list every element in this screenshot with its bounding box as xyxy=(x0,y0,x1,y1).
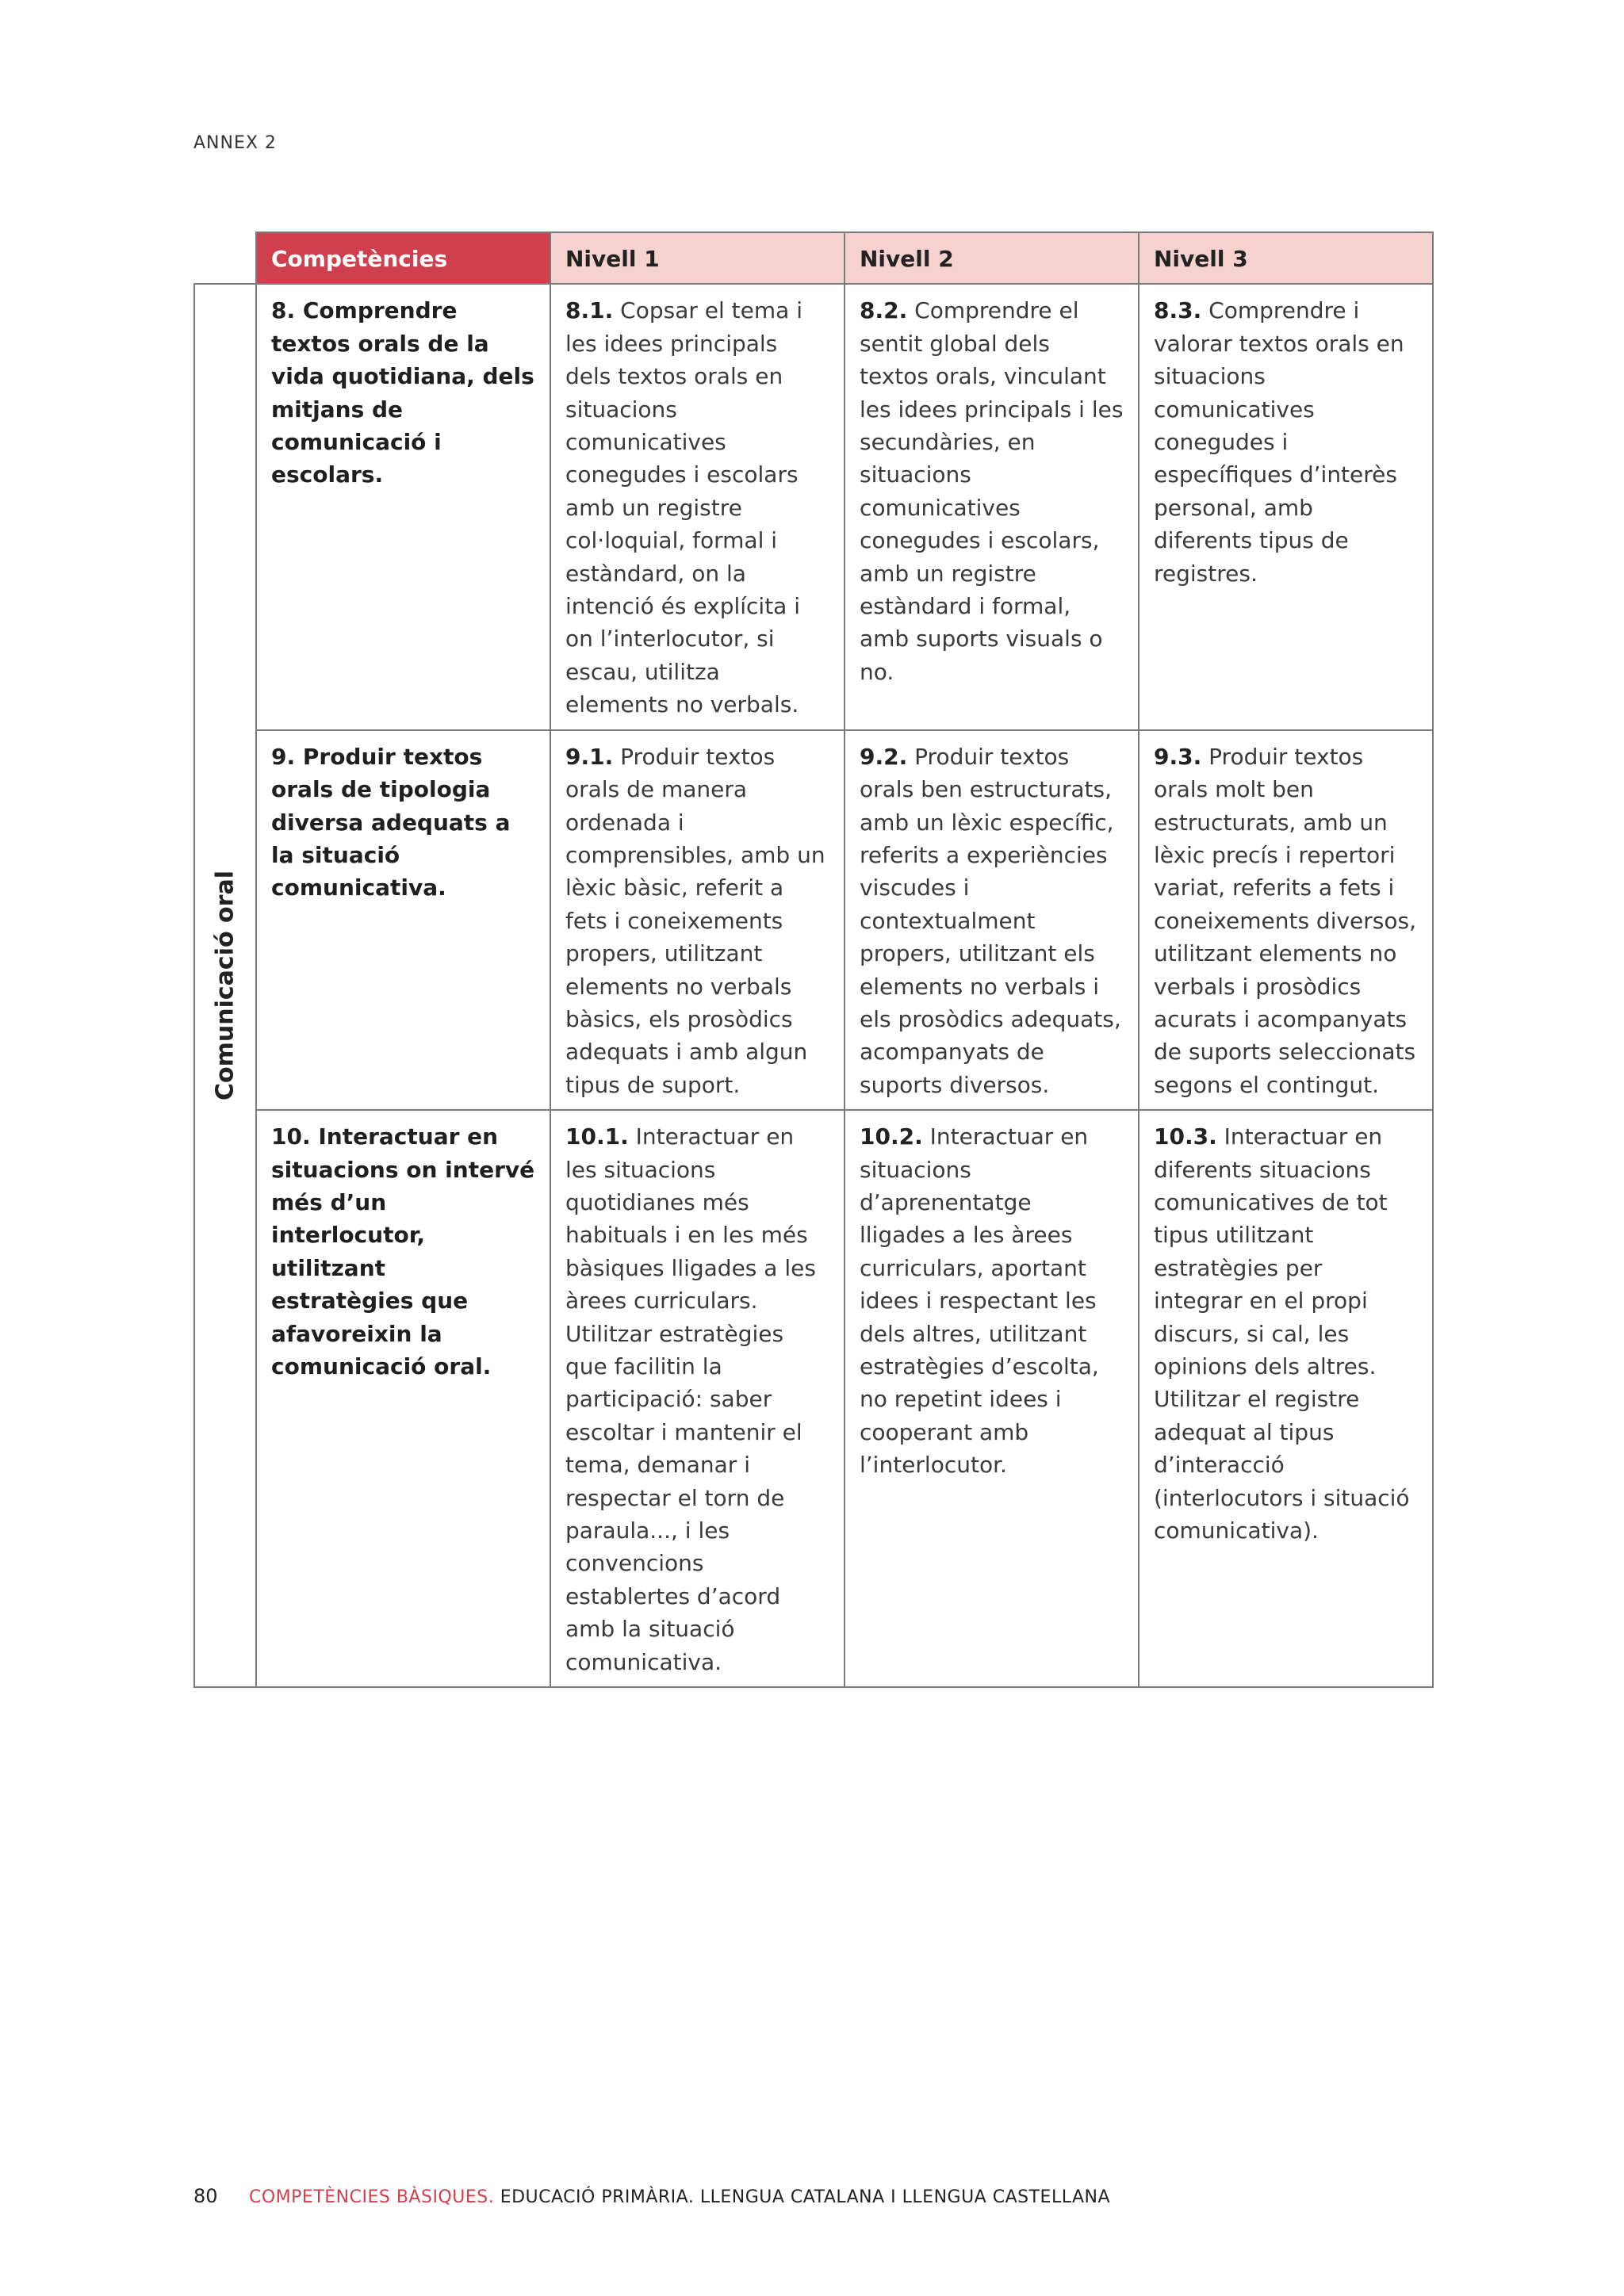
level-description: Copsar el tema i les idees principals dels textos orals en situacions comunicatives conegudes i escolars amb un registre col·loquial, formal i estàndard, on la intenció és explícita i on l’interlocutor, si escau, utilitza elements no verbals. xyxy=(565,297,802,718)
level-description: Interactuar en les situacions quotidianes més habituals i en les més bàsiques lligades a les àrees curriculars. Utilitzar estratègies que facilitin la participació: saber escoltar i mantenir el tema, demanar i respectar el torn de paraula..., i les convencions establertes d’acord amb la situació comunicativa. xyxy=(565,1123,816,1675)
footer-title xyxy=(249,2187,1110,2207)
level-description: Interactuar en diferents situacions comunicatives de tot tipus utilitzant estratègies per integrar en el propi discurs, si cal, les opinions dels altres. Utilitzar el registre adequat al tipus d’interacció (interlocutors i situació comunicativa). xyxy=(1154,1123,1410,1544)
competencies-table-wrapper xyxy=(193,232,1432,1688)
level-cell xyxy=(550,1110,845,1687)
level-cell xyxy=(1139,284,1433,729)
level-code: 8.2. xyxy=(860,297,908,324)
level-description: Produir textos orals de manera ordenada i comprensibles, amb un lèxic bàsic, referit a fets i coneixements propers, utilitzant elements no verbals bàsics, els prosòdics adequats i amb algun tipus de suport. xyxy=(565,743,825,1098)
level-description: Produir textos orals ben estructurats, amb un lèxic específic, referits a experiències viscudes i contextualment propers, utilitzant els elements no verbals i els prosòdics adequats, acompanyats de suports diversos. xyxy=(860,743,1121,1098)
competencies-table xyxy=(193,232,1434,1688)
level-cell xyxy=(550,730,845,1110)
level-description: Produir textos orals molt ben estructurats, amb un lèxic precís i repertori variat, referits a fets i coneixements diversos, utilitzant elements no verbals i prosòdics acurats i acompanyats de suports seleccionats segons el contingut. xyxy=(1154,743,1416,1098)
page-number: 80 xyxy=(193,2185,218,2207)
table-row xyxy=(194,284,1433,729)
level-cell xyxy=(550,284,845,729)
competency-name: 8. Comprendre textos orals de la vida quotidiana, dels mitjans de comunicació i escolars. xyxy=(256,284,550,729)
level-code: 8.3. xyxy=(1154,297,1202,324)
side-label: Comunicació oral xyxy=(211,871,239,1101)
footer-subtitle: EDUCACIÓ PRIMÀRIA. LLENGUA CATALANA I LLENGUA CASTELLANA xyxy=(494,2187,1111,2207)
competency-name: 10. Interactuar en situacions on intervé més d’un interlocutor, utilitzant estratègies que afavoreixin la comunicació oral. xyxy=(256,1110,550,1687)
level-cell xyxy=(845,1110,1139,1687)
level-code: 10.2. xyxy=(860,1123,923,1150)
level-description: Interactuar en situacions d’aprenentatge lligades a les àrees curriculars, aportant idees i respectant les dels altres, utilitzant estratègies d’escolta, no repetint idees i cooperant amb l’interlocutor. xyxy=(860,1123,1099,1479)
level-cell xyxy=(1139,730,1433,1110)
table-header-row xyxy=(194,232,1433,284)
level-code: 8.1. xyxy=(565,297,614,324)
level-code: 10.3. xyxy=(1154,1123,1217,1150)
side-label-cell xyxy=(194,284,256,1687)
running-head: ANNEX 2 xyxy=(193,133,277,153)
level-description: Comprendre el sentit global dels textos orals, vinculant les idees principals i les secundàries, en situacions comunicatives conegudes i escolars, amb un registre estàndard i formal, amb suports visuals o no. xyxy=(860,297,1124,685)
level-code: 9.2. xyxy=(860,743,908,770)
table-corner-cell xyxy=(194,232,256,284)
header-level-3: Nivell 3 xyxy=(1139,232,1433,284)
level-cell xyxy=(845,284,1139,729)
header-level-2: Nivell 2 xyxy=(845,232,1139,284)
header-level-1: Nivell 1 xyxy=(550,232,845,284)
level-cell xyxy=(1139,1110,1433,1687)
level-code: 9.3. xyxy=(1154,743,1202,770)
competency-name: 9. Produir textos orals de tipologia diversa adequats a la situació comunicativa. xyxy=(256,730,550,1110)
footer-series-title: COMPETÈNCIES BÀSIQUES. xyxy=(249,2187,495,2207)
table-row xyxy=(194,730,1433,1110)
level-code: 9.1. xyxy=(565,743,614,770)
level-code: 10.1. xyxy=(565,1123,629,1150)
level-description: Comprendre i valorar textos orals en situacions comunicatives conegudes i específiques d’interès personal, amb diferents tipus de registres. xyxy=(1154,297,1404,587)
header-competencies: Competències xyxy=(256,232,550,284)
level-cell xyxy=(845,730,1139,1110)
table-row xyxy=(194,1110,1433,1687)
